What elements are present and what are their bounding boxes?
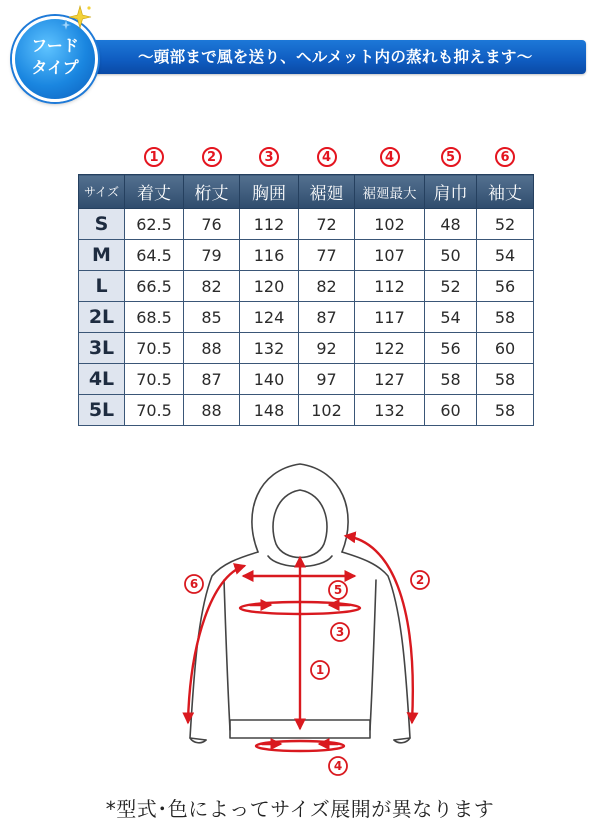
size-value-cell: 76 [184,209,240,240]
size-table [78,138,534,426]
size-value-cell: 117 [355,302,425,333]
size-value-cell: 56 [425,333,477,364]
table-row [79,271,534,302]
table-row [79,209,534,240]
size-value-cell: 132 [240,333,299,364]
size-value-cell: 82 [184,271,240,302]
label-length [311,661,329,679]
header-hem: 裾廻 [299,175,355,209]
header-chest: 胸囲 [240,175,299,209]
measure-number-3: 3 [259,147,279,167]
size-value-cell: 77 [299,240,355,271]
size-value-cell: 54 [425,302,477,333]
size-label: 4L [79,364,125,395]
label-length-text: 1 [315,663,325,677]
size-value-cell: 122 [355,333,425,364]
label-sleeve-back [411,571,429,589]
right-body-side [370,580,376,730]
size-value-cell: 120 [240,271,299,302]
hem-ellipse [256,741,344,751]
size-value-cell: 52 [425,271,477,302]
size-table-body [79,209,534,426]
size-value-cell: 72 [299,209,355,240]
size-table-container [78,138,533,426]
size-label: M [79,240,125,271]
size-value-cell: 102 [355,209,425,240]
badge-line-1: フード [31,36,79,55]
measure-number-6: 6 [495,147,515,167]
table-row [79,395,534,426]
label-chest [331,623,349,641]
label-shoulder-width-text: 5 [333,583,343,597]
size-value-cell: 102 [299,395,355,426]
size-value-cell: 140 [240,364,299,395]
size-value-cell: 58 [477,302,534,333]
size-value-cell: 124 [240,302,299,333]
size-value-cell: 132 [355,395,425,426]
size-label: 3L [79,333,125,364]
size-value-cell: 88 [184,333,240,364]
size-value-cell: 112 [355,271,425,302]
label-hem-text: 4 [333,759,343,773]
label-sleeve-text: 6 [189,577,199,591]
header-shoulder: 肩巾 [425,175,477,209]
label-sleeve-back-text: 2 [415,573,425,587]
header-sleeve-back: 桁丈 [184,175,240,209]
label-chest-text: 3 [335,625,345,639]
size-value-cell: 48 [425,209,477,240]
size-value-cell: 58 [425,364,477,395]
size-value-cell: 50 [425,240,477,271]
size-value-cell: 54 [477,240,534,271]
table-row [79,302,534,333]
size-value-cell: 62.5 [125,209,184,240]
size-value-cell: 148 [240,395,299,426]
size-value-cell: 70.5 [125,364,184,395]
size-label: 5L [79,395,125,426]
table-row [79,364,534,395]
measure-number-5: 5 [441,147,461,167]
banner-text: 〜頭部まで風を送り、ヘルメット内の蒸れも抑えます〜 [138,48,533,66]
size-value-cell: 97 [299,364,355,395]
size-value-cell: 116 [240,240,299,271]
size-value-cell: 70.5 [125,395,184,426]
measure-number-4-max: 4 [380,147,400,167]
header [0,0,600,110]
size-value-cell: 79 [184,240,240,271]
badge-line-2: タイプ [31,58,79,77]
size-value-cell: 58 [477,395,534,426]
size-value-cell: 107 [355,240,425,271]
size-label: 2L [79,302,125,333]
header-hem-max: 裾廻最大 [355,175,425,209]
measure-number-2: 2 [202,147,222,167]
face-opening [273,490,327,558]
measurement-number-row [79,138,534,175]
header-sleeve: 袖丈 [477,175,534,209]
footnote: *型式･色によってサイズ展開が異なります [105,797,495,821]
sleeve-back-arrow [346,536,413,722]
size-value-cell: 85 [184,302,240,333]
size-value-cell: 66.5 [125,271,184,302]
size-value-cell: 70.5 [125,333,184,364]
label-shoulder-width [329,581,347,599]
jacket-measurement-diagram [150,452,450,788]
header-size: サイズ [79,175,125,209]
table-header-row [79,175,534,209]
size-value-cell: 68.5 [125,302,184,333]
banner [58,40,586,74]
left-body-side [224,580,230,730]
size-value-cell: 58 [477,364,534,395]
size-value-cell: 87 [299,302,355,333]
label-sleeve [185,575,203,593]
size-value-cell: 92 [299,333,355,364]
size-value-cell: 64.5 [125,240,184,271]
header-length: 着丈 [125,175,184,209]
size-value-cell: 88 [184,395,240,426]
size-label: S [79,209,125,240]
size-label: L [79,271,125,302]
size-value-cell: 87 [184,364,240,395]
sparkle-icon [58,4,94,34]
size-value-cell: 56 [477,271,534,302]
size-value-cell: 82 [299,271,355,302]
size-value-cell: 60 [477,333,534,364]
hood-outer [252,464,348,552]
label-hem [329,757,347,775]
size-value-cell: 112 [240,209,299,240]
table-row [79,333,534,364]
size-value-cell: 60 [425,395,477,426]
table-row [79,240,534,271]
measure-number-1: 1 [144,147,164,167]
size-value-cell: 127 [355,364,425,395]
measure-number-4: 4 [317,147,337,167]
size-value-cell: 52 [477,209,534,240]
